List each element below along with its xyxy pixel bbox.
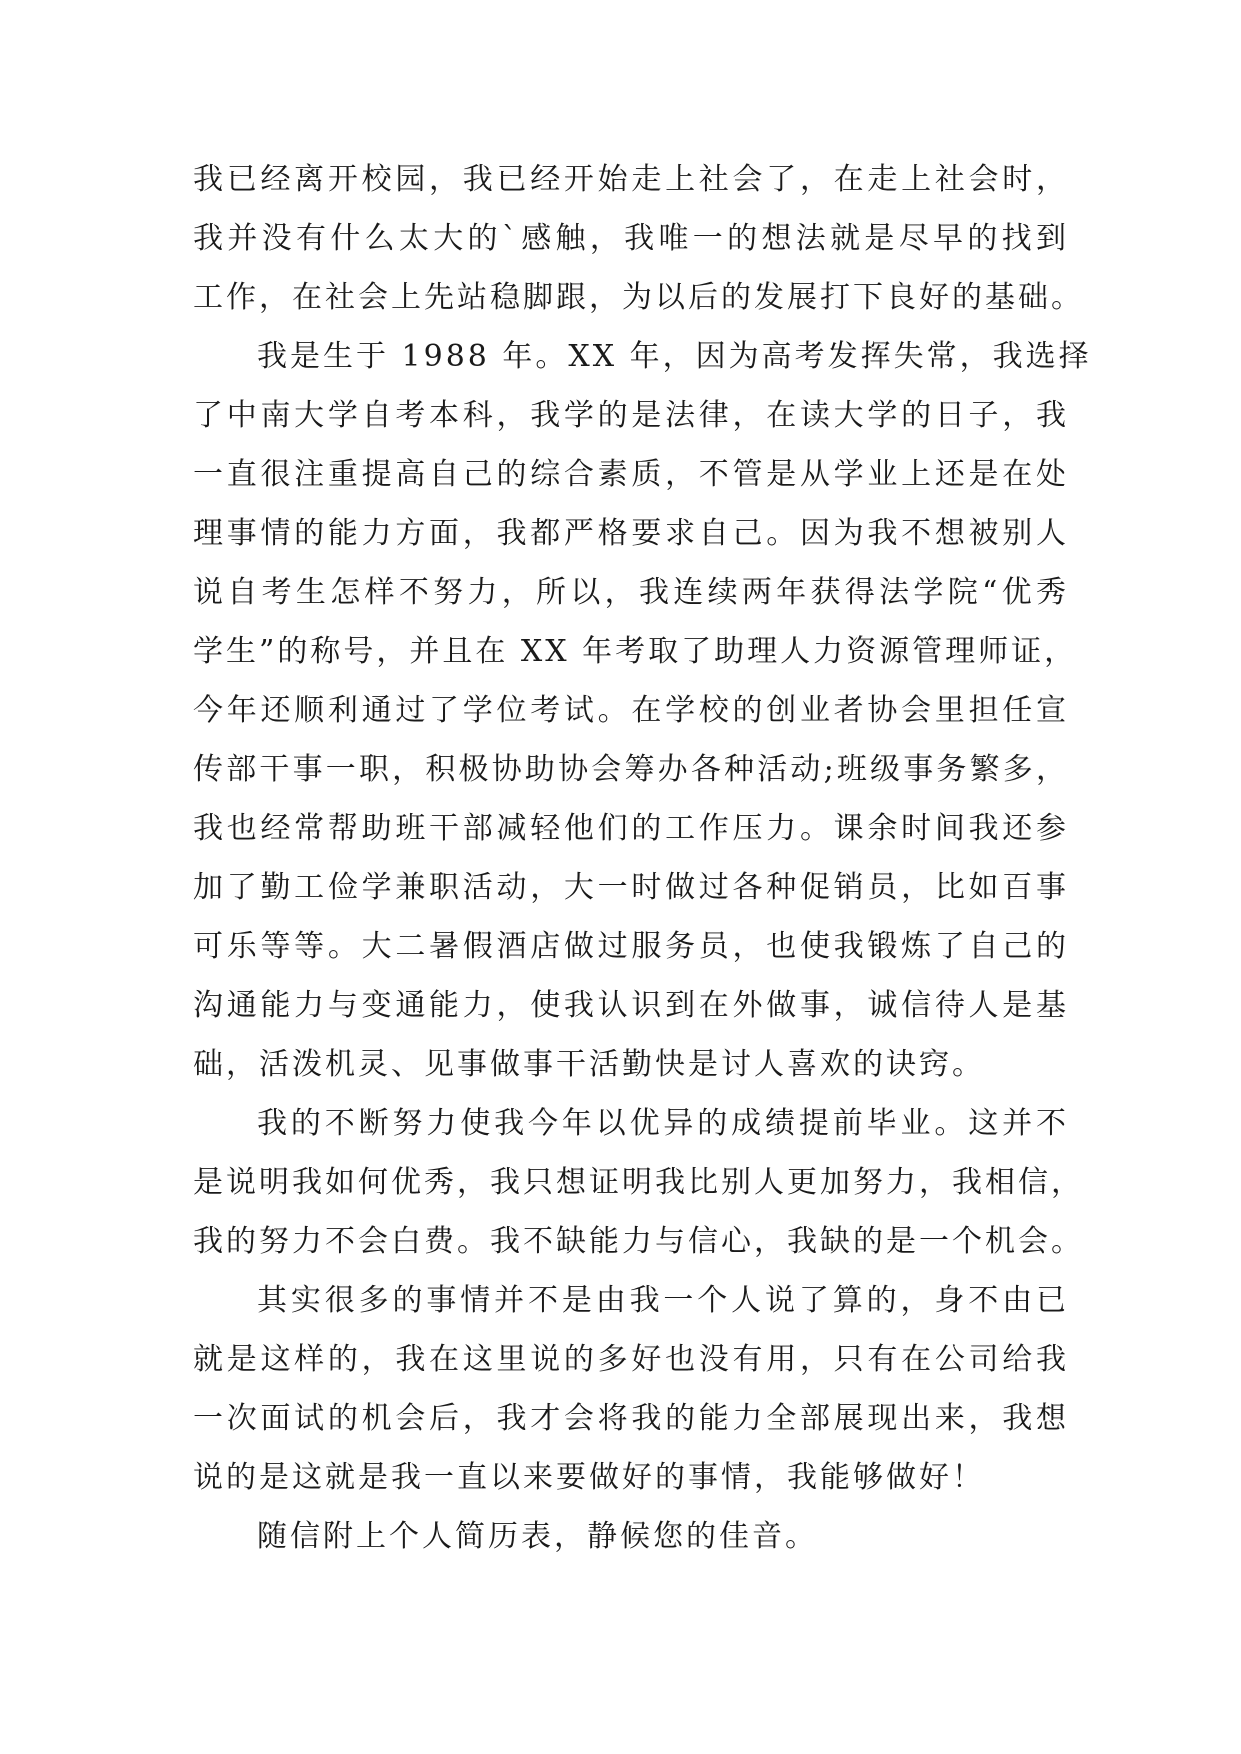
text-line: 理事情的能力方面，我都严格要求自己。因为我不想被别人 xyxy=(193,516,1069,551)
text-line: 我并没有什么太大的`感触，我唯一的想法就是尽早的找到 xyxy=(193,221,1069,256)
text-line: 传部干事一职，积极协助协会筹办各种活动;班级事务繁多， xyxy=(193,752,1069,787)
text-line: 我也经常帮助班干部减轻他们的工作压力。课余时间我还参 xyxy=(193,811,1069,846)
text-line: 今年还顺利通过了学位考试。在学校的创业者协会里担任宣 xyxy=(193,693,1069,728)
text-line: 沟通能力与变通能力，使我认识到在外做事，诚信待人是基 xyxy=(193,988,1069,1023)
text-line: 我的努力不会白费。我不缺能力与信心，我缺的是一个机会。 xyxy=(193,1224,1084,1259)
text-line: 说自考生怎样不努力，所以，我连续两年获得法学院“优秀 xyxy=(193,575,1069,610)
paragraph-1 xyxy=(193,150,1084,327)
text-line: 我的不断努力使我今年以优异的成绩提前毕业。这并不 xyxy=(257,1106,1069,1141)
text-line: 加了勤工俭学兼职活动，大一时做过各种促销员，比如百事 xyxy=(193,870,1069,905)
text-line: 我已经离开校园，我已经开始走上社会了，在走上社会时， xyxy=(193,162,1069,197)
paragraph-3 xyxy=(193,1094,1084,1271)
paragraph-5 xyxy=(193,1507,1069,1566)
document-page xyxy=(193,150,1092,1566)
paragraph-4 xyxy=(193,1271,1069,1507)
text-line: 随信附上个人简历表，静候您的佳音。 xyxy=(257,1519,818,1554)
text-line: 说的是这就是我一直以来要做好的事情，我能够做好！ xyxy=(193,1460,985,1495)
text-line: 学生”的称号，并且在 XX 年考取了助理人力资源管理师证， xyxy=(193,634,1078,669)
text-line: 就是这样的，我在这里说的多好也没有用，只有在公司给我 xyxy=(193,1342,1069,1377)
text-line: 一次面试的机会后，我才会将我的能力全部展现出来，我想 xyxy=(193,1401,1069,1436)
text-line: 一直很注重提高自己的综合素质，不管是从学业上还是在处 xyxy=(193,457,1069,492)
text-line: 是说明我如何优秀，我只想证明我比别人更加努力，我相信， xyxy=(193,1165,1084,1200)
text-line: 可乐等等。大二暑假酒店做过服务员，也使我锻炼了自己的 xyxy=(193,929,1069,964)
text-line: 我是生于 1988 年。XX 年，因为高考发挥失常，我选择 xyxy=(257,339,1092,374)
text-line: 了中南大学自考本科，我学的是法律，在读大学的日子，我 xyxy=(193,398,1069,433)
text-line: 工作，在社会上先站稳脚跟，为以后的发展打下良好的基础。 xyxy=(193,280,1084,315)
paragraph-2 xyxy=(193,327,1092,1094)
text-line: 础，活泼机灵、见事做事干活勤快是讨人喜欢的诀窍。 xyxy=(193,1047,985,1082)
text-line: 其实很多的事情并不是由我一个人说了算的，身不由已 xyxy=(257,1283,1069,1318)
